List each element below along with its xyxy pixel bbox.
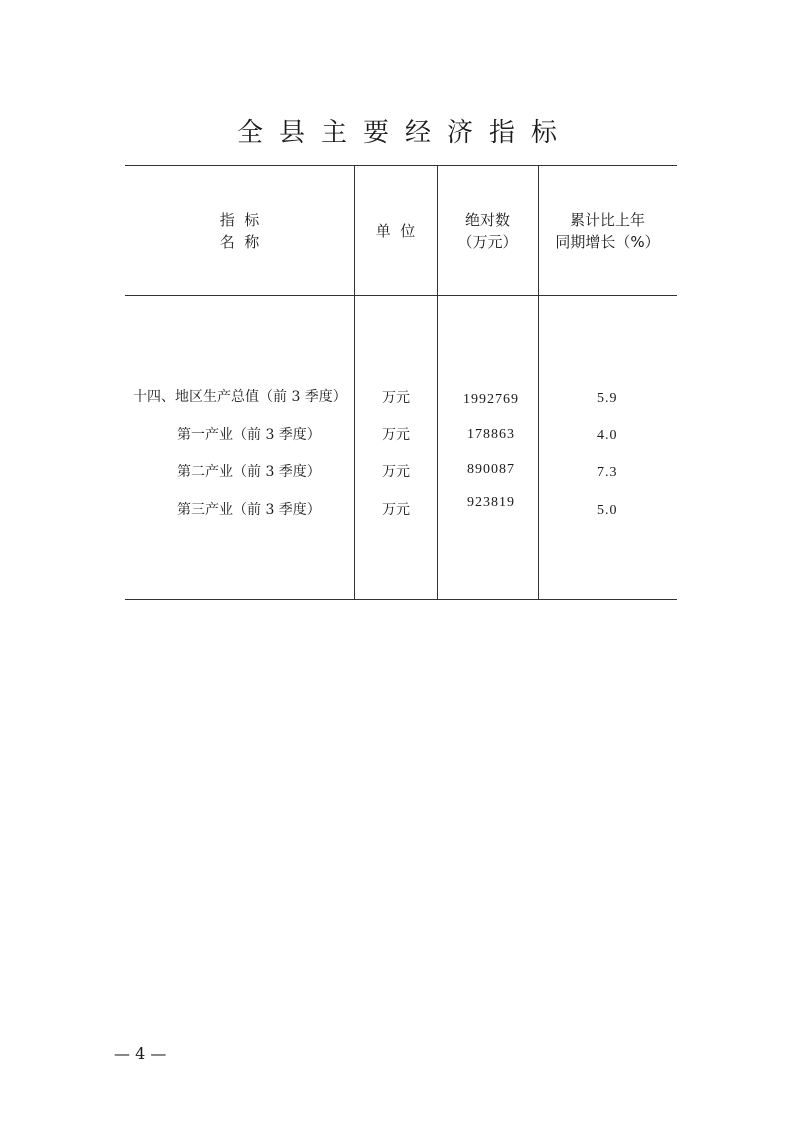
table-top-border [125, 165, 677, 166]
header-indicator-line2: 名 称 [219, 233, 260, 251]
header-divider [125, 295, 677, 296]
row-unit-gdp: 万元 [382, 390, 410, 406]
header-absolute-line2: （万元） [457, 233, 518, 251]
row-name-secondary: 第二产业（前 3 季度） [177, 464, 321, 480]
row-growth-secondary: 7.3 [597, 465, 618, 480]
header-absolute [437, 209, 538, 253]
header-unit-label: 单 位 [375, 222, 416, 240]
row-name-tertiary: 第三产业（前 3 季度） [177, 502, 321, 518]
row-unit-primary: 万元 [382, 427, 410, 443]
header-growth-line1: 累计比上年 [569, 211, 645, 229]
row-name-primary: 第一产业（前 3 季度） [177, 427, 321, 443]
row-growth-gdp: 5.9 [597, 391, 618, 406]
row-value-secondary: 890087 [467, 462, 515, 477]
table-bottom-border [125, 599, 677, 600]
row-name-gdp: 十四、地区生产总值（前 3 季度） [133, 389, 347, 405]
page-title: 全县主要经济指标 [236, 118, 573, 148]
row-value-gdp: 1992769 [463, 392, 519, 407]
row-growth-tertiary: 5.0 [597, 503, 618, 518]
header-absolute-line1: 绝对数 [464, 211, 510, 229]
row-unit-secondary: 万元 [382, 464, 410, 480]
header-unit [354, 220, 437, 242]
page-number: — 4 — [114, 1044, 167, 1063]
row-value-tertiary: 923819 [467, 495, 515, 510]
header-indicator-line1: 指 标 [219, 211, 260, 229]
header-indicator [125, 209, 354, 253]
row-growth-primary: 4.0 [597, 428, 618, 443]
header-growth-line2: 同期增长（%） [555, 233, 660, 251]
row-unit-tertiary: 万元 [382, 502, 410, 518]
row-value-primary: 178863 [467, 427, 515, 442]
header-growth [538, 209, 677, 253]
